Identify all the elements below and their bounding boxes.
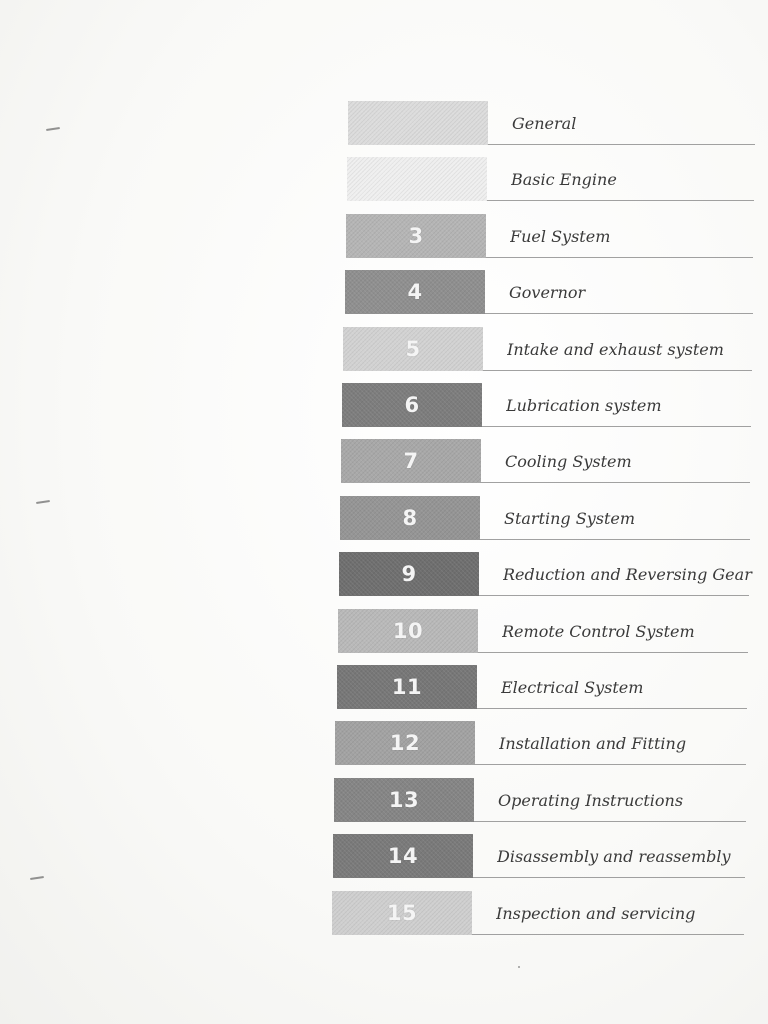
chapter-number: 6 (404, 393, 420, 417)
chapter-number: 9 (401, 562, 417, 586)
chapter-rule (479, 595, 749, 596)
chapter-number: 12 (389, 731, 421, 755)
chapter-rule (478, 652, 748, 653)
chapter-rule (482, 426, 751, 427)
chapter-title: Remote Control System (502, 621, 695, 641)
chapter-rule (483, 370, 752, 371)
chapter-rule (480, 539, 750, 540)
chapter-rule (485, 313, 753, 314)
chapter-row (335, 721, 768, 765)
chapter-tab (347, 157, 487, 201)
chapter-row (334, 778, 768, 822)
chapter-row (340, 496, 768, 540)
chapter-tab (335, 721, 475, 765)
chapter-title: Disassembly and reassembly (497, 846, 731, 866)
chapter-title: Fuel System (510, 226, 611, 246)
chapter-tab (340, 496, 480, 540)
chapter-tab (337, 665, 477, 709)
chapter-rule (473, 877, 745, 878)
chapter-row (347, 157, 768, 201)
chapter-title: Lubrication system (506, 395, 662, 415)
chapter-rule (475, 764, 746, 765)
chapter-tab (339, 552, 479, 596)
chapter-number: 3 (408, 224, 424, 248)
chapter-title: General (512, 113, 577, 133)
chapter-rule (486, 257, 753, 258)
chapter-rule (481, 482, 750, 483)
chapter-row (339, 552, 768, 596)
chapter-rule (472, 934, 744, 935)
chapter-tab (332, 891, 472, 935)
chapter-tab (341, 439, 481, 483)
chapter-rule (477, 708, 747, 709)
chapter-title: Intake and exhaust system (507, 339, 724, 359)
chapter-row (343, 327, 768, 371)
chapter-rule (487, 200, 754, 201)
punch-mark-middle (36, 500, 50, 504)
chapter-tab (348, 101, 488, 145)
chapter-tab (342, 383, 482, 427)
chapter-number: 11 (391, 675, 423, 699)
chapter-number: 10 (392, 619, 424, 643)
chapter-number: 15 (386, 901, 418, 925)
chapter-row (345, 270, 768, 314)
chapter-tab (334, 778, 474, 822)
chapter-title: Governor (509, 282, 586, 302)
chapter-tab (333, 834, 473, 878)
punch-mark-top (46, 127, 60, 131)
chapter-title: Reduction and Reversing Gear (503, 564, 752, 584)
chapter-tab (343, 327, 483, 371)
chapter-number: 14 (387, 844, 419, 868)
chapter-tab (338, 609, 478, 653)
chapter-number: 8 (402, 506, 418, 530)
chapter-title: Inspection and servicing (496, 903, 696, 923)
chapter-rule (474, 821, 746, 822)
chapter-rule (488, 144, 755, 145)
chapter-title: Operating Instructions (498, 790, 684, 810)
chapter-title: Installation and Fitting (499, 733, 687, 753)
chapter-number: 4 (407, 280, 423, 304)
chapter-title: Starting System (504, 508, 636, 528)
punch-mark-bottom (30, 876, 44, 880)
chapter-row (332, 891, 768, 935)
chapter-row (348, 101, 768, 145)
chapter-row (338, 609, 768, 653)
chapter-title: Cooling System (505, 451, 632, 471)
chapter-number: 5 (405, 337, 421, 361)
chapter-number: 7 (403, 449, 419, 473)
chapter-row (333, 834, 768, 878)
scan-speck (518, 966, 520, 968)
chapter-title: Electrical System (501, 677, 644, 697)
chapter-row (337, 665, 768, 709)
chapter-row (346, 214, 768, 258)
chapter-row (341, 439, 768, 483)
chapter-tab (345, 270, 485, 314)
chapter-title: Basic Engine (511, 169, 617, 189)
chapter-tab (346, 214, 486, 258)
chapter-row (342, 383, 768, 427)
chapter-number: 13 (388, 788, 420, 812)
